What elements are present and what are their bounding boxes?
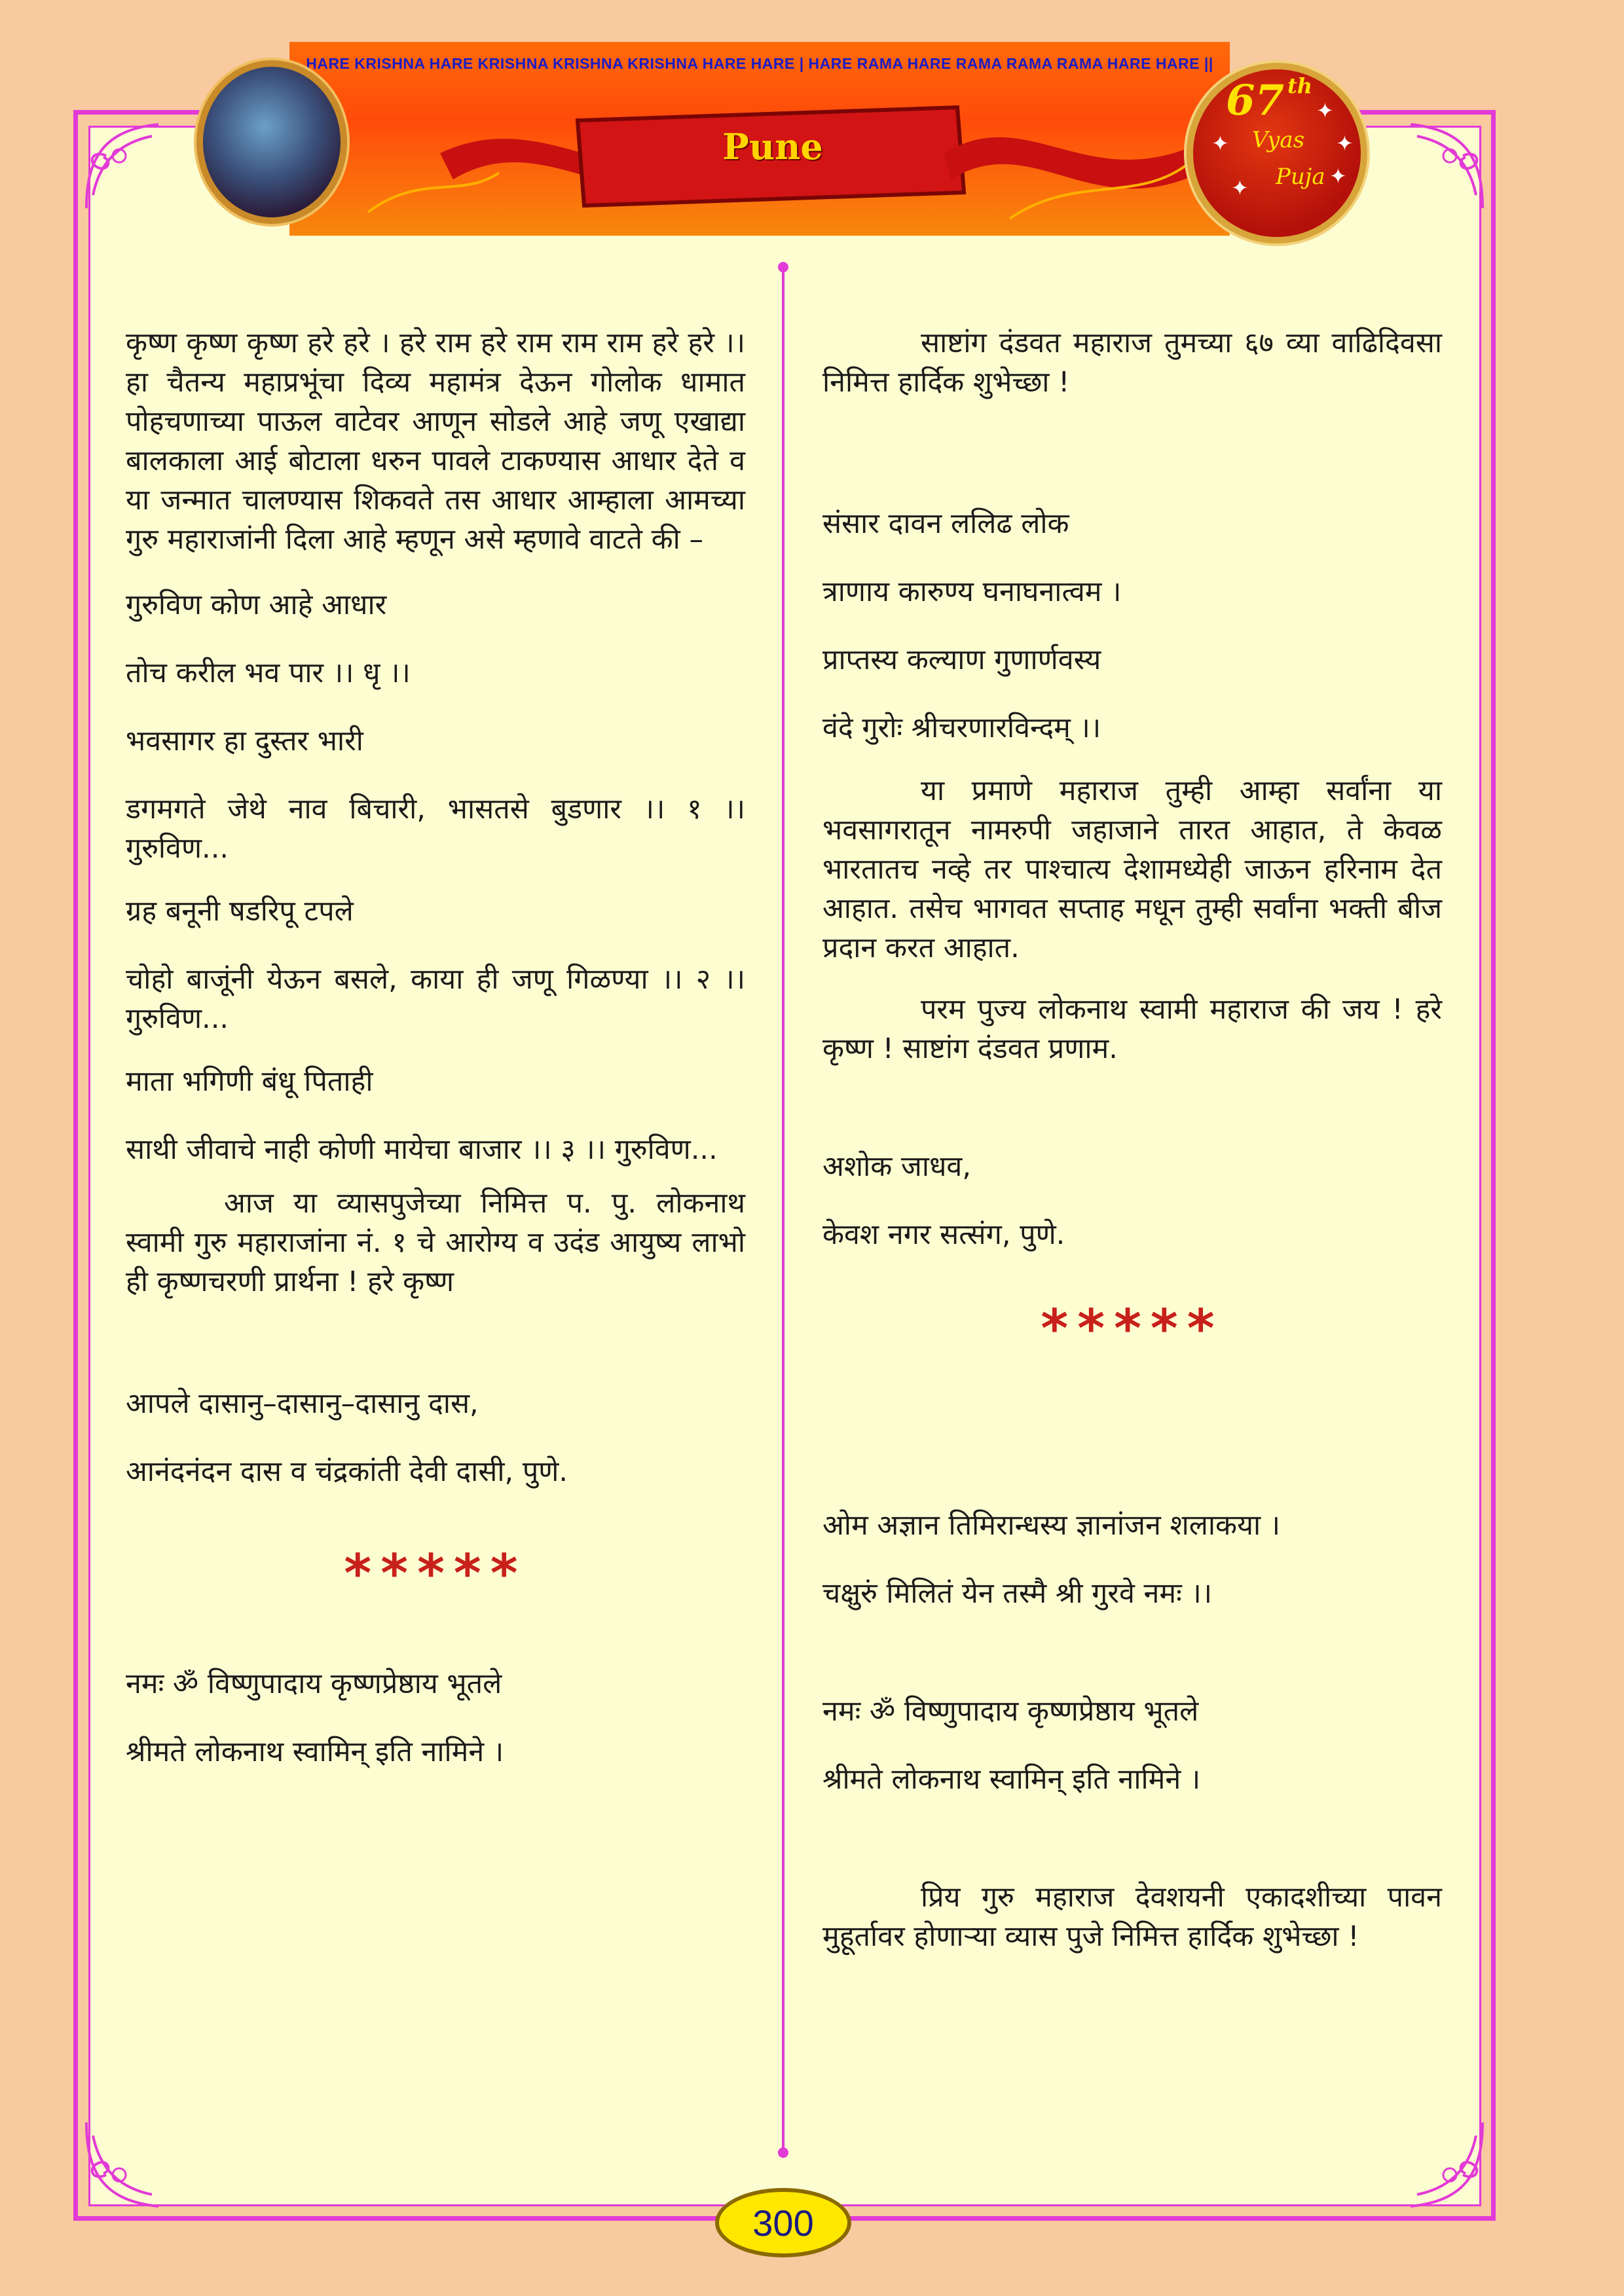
left-signature-line-2: आनंदनंदन दास व चंद्रकांती देवी दासी, पुणे. <box>126 1455 568 1488</box>
left-paragraph-1: कृष्ण कृष्ण कृष्ण हरे हरे । हरे राम हरे राम राम राम हरे हरे ।। हा चैतन्य महाप्रभूंचा दिव्य महामंत्र देऊन गोलोक धामात पोहचणाच्या पाऊल वाटेवर आणून सोडले आहे जणू एखाद्या बालकाला आई बोटाला धरुन पावले टाकण्यास आधार देते व या जन्मात चालण्यास शिकवते तस आधार आम्हाला आमच्या गुरु महाराजांनी दिला आहे म्हणून असे म्हणावे वाटते की – <box>126 327 745 556</box>
corner-ornament-top-left <box>80 117 178 215</box>
star-icon: ✦ <box>1316 98 1334 123</box>
corner-ornament-bottom-left <box>80 2116 178 2214</box>
header-chant: HARE KRISHNA HARE KRISHNA KRISHNA KRISHNA HARE HARE | HARE RAMA HARE RAMA RAMA RAMA HARE HARE || <box>306 55 1213 72</box>
right-signature-line-1: अशोक जाधव, <box>822 1150 971 1183</box>
right-star-separator: ***** <box>1041 1298 1224 1359</box>
star-icon: ✦ <box>1336 131 1354 156</box>
shloka-line-1: संसार दावन ललिढ लोक <box>822 507 1069 540</box>
left-verse-line-2: श्रीमते लोकनाथ स्वामिन् इति नामिने । <box>126 1736 504 1768</box>
right-column <box>822 323 1442 1956</box>
left-star-separator: ***** <box>344 1543 527 1604</box>
mantra-line-1: ओम अज्ञान तिमिरान्धस्य ज्ञानांजन शलाकया । <box>822 1509 1281 1542</box>
poem-line-7: माता भगिणी बंधू पिताही <box>126 1065 373 1098</box>
corner-ornament-bottom-right <box>1391 2116 1489 2214</box>
shloka-line-3: प्राप्तस्य कल्याण गुणार्णवस्य <box>822 644 1101 676</box>
poem-line-1: गुरुविण कोण आहे आधार <box>126 589 387 621</box>
poem-line-8: साथी जीवाचे नाही कोणी मायेचा बाजार ।। ३ ।। गुरुविण... <box>126 1133 718 1166</box>
deity-medallion-image <box>196 60 347 224</box>
right-verse-line-2: श्रीमते लोकनाथ स्वामिन् इति नामिने । <box>822 1763 1201 1796</box>
right-paragraph-2: या प्रमाणे महाराज तुम्ही आम्हा सर्वांना या भवसागरातून नामरुपी जहाजाने तारत आहात, ते केवळ भारतातच नव्हे तर पाश्चात्य देशामध्येही जाऊन हरिनाम देत आहात. तसेच भागवत सप्ताह मधून तुम्ही सर्वांना भक्ती बीज प्रदान करत आहात. <box>822 774 1442 964</box>
corner-ornament-top-right <box>1391 117 1489 215</box>
badge-line-vyas: Vyas <box>1252 127 1305 153</box>
mantra-line-2: चक्षुरुं मिलितं येन तस्मै श्री गुरवे नमः ।। <box>822 1577 1213 1610</box>
badge-line-puja: Puja <box>1276 164 1325 190</box>
star-icon: ✦ <box>1329 164 1347 189</box>
poem-line-5: ग्रह बनूनी षडरिपू टपले <box>126 895 354 928</box>
poem-line-3: भवसागर हा दुस्तर भारी <box>126 725 363 757</box>
right-paragraph-4: प्रिय गुरु महाराज देवशयनी एकादशीच्या पावन मुहूर्तावर होणाऱ्या व्यास पुजे निमित्त हार्दिक शुभेच्छा ! <box>822 1881 1442 1953</box>
left-column <box>126 323 745 1772</box>
column-divider <box>782 267 784 2154</box>
poem-line-2: तोच करील भव पार ।। धृ ।। <box>126 657 411 689</box>
badge-number: 67 <box>1226 76 1285 125</box>
poem-line-4: डगमगते जेथे नाव बिचारी, भासतसे बुडणार ।। १ ।। गुरुविण... <box>126 793 745 865</box>
poem-line-6: चोहो बाजूंनी येऊन बसले, काया ही जणू गिळण्या ।। २ ।। गुरुविण... <box>126 963 745 1035</box>
shloka-line-4: वंदे गुरोः श्रीचरणारविन्दम् ।। <box>822 712 1101 744</box>
banner-title: Pune <box>722 126 823 168</box>
right-paragraph-3: परम पुज्य लोकनाथ स्वामी महाराज की जय ! हरे कृष्ण ! साष्टांग दंडवत प्रणाम. <box>822 993 1442 1065</box>
shloka-line-2: त्राणाय कारुण्य घनाघनात्वम । <box>822 575 1122 608</box>
star-icon: ✦ <box>1211 131 1229 156</box>
page-number-badge <box>715 2188 851 2257</box>
divider-dot <box>778 2147 788 2158</box>
left-signature-line-1: आपले दासानु–दासानु–दासानु दास, <box>126 1387 479 1420</box>
star-icon: ✦ <box>1231 175 1249 200</box>
left-paragraph-2: आज या व्यासपुजेच्या निमित्त प. पु. लोकनाथ स्वामी गुरु महाराजांना नं. १ चे आरोग्य व उदंड आयुष्य लाभो ही कृष्णचरणी प्रार्थना ! हरे कृष्ण <box>126 1187 745 1298</box>
badge-superscript: th <box>1287 73 1313 98</box>
page-number: 300 <box>752 2202 814 2244</box>
right-paragraph-1: साष्टांग दंडवत महाराज तुमच्या ६७ व्या वाढिदिवसा निमित्त हार्दिक शुभेच्छा ! <box>822 327 1442 399</box>
right-signature-line-2: केवश नगर सत्संग, पुणे. <box>822 1218 1065 1251</box>
right-verse-line-1: नमः ॐ विष्णुपादाय कृष्णप्रेष्ठाय भूतले <box>822 1695 1199 1728</box>
divider-dot <box>778 262 788 272</box>
left-verse-line-1: नमः ॐ विष्णुपादाय कृष्णप्रेष्ठाय भूतले <box>126 1667 502 1700</box>
